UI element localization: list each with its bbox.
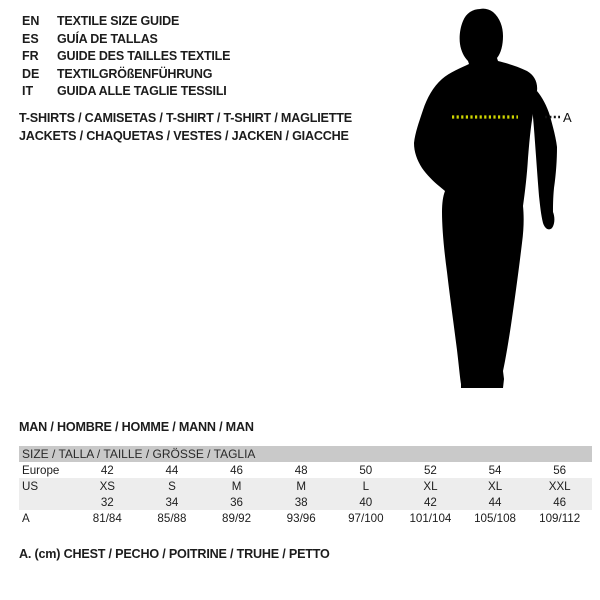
language-row-it (22, 83, 230, 101)
measurement-label-a: A (563, 110, 572, 125)
size-cell: 42 (398, 494, 463, 510)
category-lines (19, 109, 352, 145)
size-cell: 42 (100, 463, 114, 477)
table-row-europe (19, 462, 592, 478)
size-cell: 36 (204, 494, 269, 510)
category-jackets: JACKETS / CHAQUETAS / VESTES / JACKEN / GIACCHE (19, 129, 349, 143)
language-title: GUIDE DES TAILLES TEXTILE (57, 49, 231, 64)
language-code: DE (22, 66, 40, 81)
size-cell: M (204, 478, 269, 494)
language-code: IT (22, 84, 34, 99)
table-row-us (19, 478, 592, 494)
size-cell: XXL (527, 478, 592, 494)
language-row-es (22, 31, 230, 49)
size-cell: 93/96 (286, 511, 316, 525)
size-cell: 54 (488, 463, 502, 477)
man-silhouette-figure (400, 0, 600, 400)
row-label: Europe (22, 463, 60, 477)
size-cell: 44 (165, 463, 179, 477)
size-cell: 97/100 (348, 511, 384, 525)
size-table-header-row (19, 446, 592, 462)
section-title-man: MAN / HOMBRE / HOMME / MANN / MAN (19, 420, 254, 434)
language-list (22, 13, 230, 101)
language-row-fr (22, 48, 230, 66)
size-cell: 52 (423, 463, 437, 477)
measurement-footnote: A. (cm) CHEST / PECHO / POITRINE / TRUHE / PETTO (19, 547, 330, 561)
size-cell: M (269, 478, 334, 494)
size-table-header: SIZE / TALLA / TAILLE / GRÖSSE / TAGLIA (19, 446, 592, 462)
size-cell: 81/84 (92, 511, 122, 525)
row-label: US (19, 478, 75, 494)
size-cell: 34 (140, 494, 205, 510)
row-label: A (22, 511, 30, 525)
category-tshirts: T-SHIRTS / CAMISETAS / T-SHIRT / T-SHIRT / MAGLIETTE (19, 111, 352, 125)
size-cell: XL (398, 478, 463, 494)
size-cell: 101/104 (409, 511, 452, 525)
size-cell: XS (75, 478, 140, 494)
language-title: TEXTILGRÖßENFÜHRUNG (57, 66, 213, 81)
row-label (19, 494, 75, 510)
language-code: EN (22, 14, 40, 28)
size-cell: 56 (553, 463, 567, 477)
size-cell: 109/112 (539, 511, 581, 525)
table-row-us-numeric (19, 494, 592, 510)
language-row-en (22, 13, 230, 31)
table-row-chest-a (19, 510, 592, 526)
size-cell: 44 (463, 494, 528, 510)
man-silhouette (414, 9, 537, 388)
size-cell: 40 (334, 494, 399, 510)
size-cell: 46 (527, 494, 592, 510)
language-title: GUIDA ALLE TAGLIE TESSILI (57, 84, 227, 99)
size-cell: 85/88 (157, 511, 187, 525)
size-cell: 48 (294, 463, 308, 477)
size-cell: XL (463, 478, 528, 494)
size-cell: L (334, 478, 399, 494)
man-right-arm (533, 91, 557, 229)
size-cell: S (140, 478, 205, 494)
language-title: TEXTILE SIZE GUIDE (57, 14, 180, 28)
size-cell: 32 (75, 494, 140, 510)
size-cell: 50 (359, 463, 373, 477)
size-cell: 46 (230, 463, 244, 477)
size-table (19, 446, 592, 526)
size-cell: 105/108 (474, 511, 517, 525)
size-cell: 38 (269, 494, 334, 510)
language-code: FR (22, 49, 39, 64)
language-title: GUÍA DE TALLAS (57, 31, 158, 46)
language-row-de (22, 66, 230, 84)
language-code: ES (22, 31, 39, 46)
size-cell: 89/92 (222, 511, 252, 525)
